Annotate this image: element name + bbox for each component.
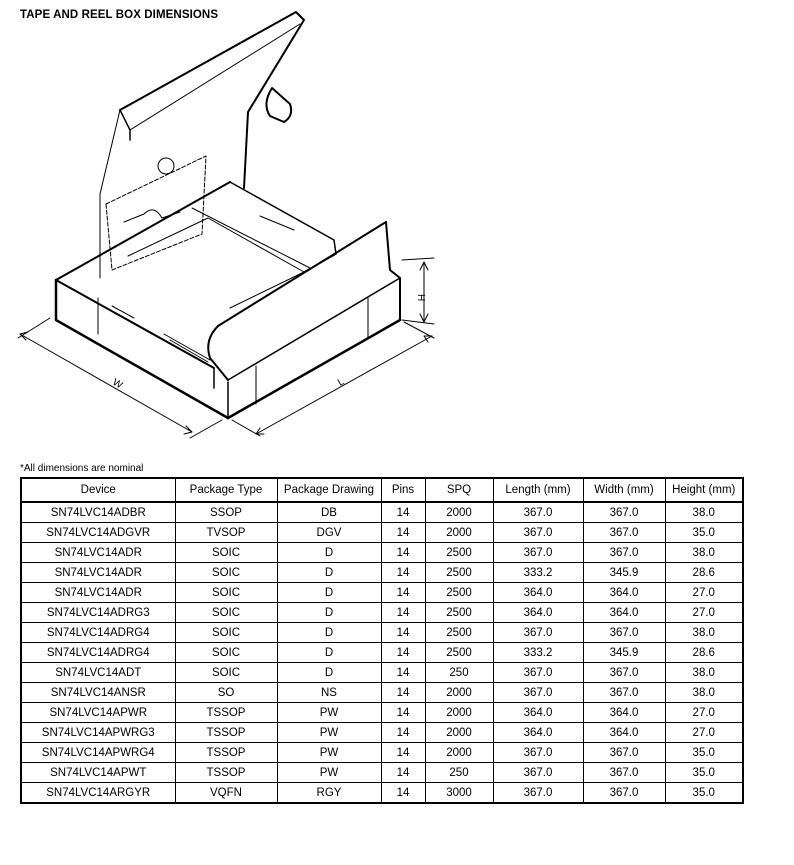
- cell-pins: 14: [381, 563, 425, 583]
- cell-height: 35.0: [665, 743, 743, 763]
- label-h: H: [415, 294, 426, 302]
- cell-package-drawing: D: [277, 563, 381, 583]
- cell-width: 367.0: [583, 502, 665, 523]
- cell-height: 27.0: [665, 703, 743, 723]
- table-row: [21, 603, 743, 623]
- table-body: [21, 502, 743, 803]
- cell-pins: 14: [381, 683, 425, 703]
- cell-length: 367.0: [493, 743, 583, 763]
- cell-length: 364.0: [493, 583, 583, 603]
- cell-pins: 14: [381, 763, 425, 783]
- table-row: [21, 663, 743, 683]
- column-header-pins: Pins: [381, 478, 425, 502]
- cell-height: 38.0: [665, 683, 743, 703]
- cell-pins: 14: [381, 603, 425, 623]
- column-header-width: Width (mm): [583, 478, 665, 502]
- cell-package-type: TSSOP: [175, 703, 277, 723]
- table-row: [21, 502, 743, 523]
- cell-pins: 14: [381, 723, 425, 743]
- cell-device: SN74LVC14ADR: [21, 583, 175, 603]
- cell-package-drawing: D: [277, 583, 381, 603]
- cell-package-drawing: DGV: [277, 523, 381, 543]
- cell-package-type: VQFN: [175, 783, 277, 804]
- cell-device: SN74LVC14ADR: [21, 563, 175, 583]
- cell-pins: 14: [381, 643, 425, 663]
- cell-package-type: SO: [175, 683, 277, 703]
- cell-package-drawing: D: [277, 603, 381, 623]
- cell-height: 35.0: [665, 523, 743, 543]
- cell-spq: 3000: [425, 783, 493, 804]
- cell-length: 367.0: [493, 523, 583, 543]
- cell-spq: 2500: [425, 563, 493, 583]
- cell-package-type: SOIC: [175, 603, 277, 623]
- cell-spq: 2000: [425, 743, 493, 763]
- cell-width: 367.0: [583, 623, 665, 643]
- cell-spq: 2500: [425, 623, 493, 643]
- cell-width: 367.0: [583, 763, 665, 783]
- cell-pins: 14: [381, 523, 425, 543]
- cell-width: 364.0: [583, 603, 665, 623]
- cell-height: 35.0: [665, 783, 743, 804]
- cell-width: 364.0: [583, 723, 665, 743]
- box-front-right: [228, 320, 400, 418]
- lid-window: [106, 156, 206, 270]
- cell-package-type: SOIC: [175, 543, 277, 563]
- cell-length: 333.2: [493, 643, 583, 663]
- table-header-row: [21, 478, 743, 502]
- cell-package-type: SOIC: [175, 663, 277, 683]
- cell-device: SN74LVC14APWR: [21, 703, 175, 723]
- cell-package-drawing: NS: [277, 683, 381, 703]
- cell-device: SN74LVC14ADRG3: [21, 603, 175, 623]
- cell-device: SN74LVC14ADRG4: [21, 643, 175, 663]
- cell-package-type: SOIC: [175, 623, 277, 643]
- cell-spq: 250: [425, 763, 493, 783]
- cell-package-drawing: D: [277, 543, 381, 563]
- cell-package-type: SOIC: [175, 643, 277, 663]
- column-header-spq: SPQ: [425, 478, 493, 502]
- cell-spq: 2500: [425, 643, 493, 663]
- cell-spq: 2000: [425, 523, 493, 543]
- column-header-device: Device: [21, 478, 175, 502]
- cell-width: 345.9: [583, 643, 665, 663]
- cell-length: 367.0: [493, 502, 583, 523]
- table-row: [21, 523, 743, 543]
- cell-device: SN74LVC14APWRG3: [21, 723, 175, 743]
- cell-spq: 2000: [425, 683, 493, 703]
- table-row: [21, 543, 743, 563]
- cell-pins: 14: [381, 743, 425, 763]
- table-row: [21, 703, 743, 723]
- cell-device: SN74LVC14ADT: [21, 663, 175, 683]
- cell-device: SN74LVC14APWRG4: [21, 743, 175, 763]
- column-header-package-type: Package Type: [175, 478, 277, 502]
- cell-package-type: TSSOP: [175, 723, 277, 743]
- cell-spq: 2500: [425, 543, 493, 563]
- cell-package-type: SSOP: [175, 502, 277, 523]
- cell-length: 367.0: [493, 783, 583, 804]
- cell-height: 38.0: [665, 663, 743, 683]
- table-row: [21, 743, 743, 763]
- cell-device: SN74LVC14ADRG4: [21, 623, 175, 643]
- cell-package-drawing: PW: [277, 743, 381, 763]
- cell-package-type: SOIC: [175, 563, 277, 583]
- cell-width: 367.0: [583, 543, 665, 563]
- cell-length: 367.0: [493, 763, 583, 783]
- page-title: TAPE AND REEL BOX DIMENSIONS: [20, 9, 219, 21]
- cell-package-type: TSSOP: [175, 763, 277, 783]
- cell-length: 364.0: [493, 723, 583, 743]
- table-row: [21, 563, 743, 583]
- cell-device: SN74LVC14APWT: [21, 763, 175, 783]
- cell-package-drawing: D: [277, 643, 381, 663]
- cell-device: SN74LVC14ADGVR: [21, 523, 175, 543]
- cell-width: 364.0: [583, 703, 665, 723]
- cell-package-type: TVSOP: [175, 523, 277, 543]
- cell-width: 367.0: [583, 683, 665, 703]
- cell-height: 27.0: [665, 603, 743, 623]
- cell-height: 38.0: [665, 543, 743, 563]
- label-l: L: [336, 376, 347, 389]
- box-front-left: [56, 280, 228, 418]
- cell-spq: 250: [425, 663, 493, 683]
- cell-height: 35.0: [665, 763, 743, 783]
- cell-pins: 14: [381, 583, 425, 603]
- cell-package-drawing: PW: [277, 763, 381, 783]
- dimensions-note: *All dimensions are nominal: [20, 463, 144, 474]
- cell-package-drawing: D: [277, 663, 381, 683]
- cell-length: 367.0: [493, 663, 583, 683]
- cell-package-drawing: PW: [277, 723, 381, 743]
- cell-length: 367.0: [493, 623, 583, 643]
- cell-package-drawing: DB: [277, 502, 381, 523]
- cell-width: 367.0: [583, 663, 665, 683]
- cell-height: 27.0: [665, 583, 743, 603]
- cell-device: SN74LVC14ADR: [21, 543, 175, 563]
- cell-spq: 2000: [425, 502, 493, 523]
- box-dimensions-drawing: [14, 8, 454, 448]
- cell-length: 367.0: [493, 683, 583, 703]
- cell-height: 27.0: [665, 723, 743, 743]
- column-header-length: Length (mm): [493, 478, 583, 502]
- cell-height: 28.6: [665, 643, 743, 663]
- cell-device: SN74LVC14ANSR: [21, 683, 175, 703]
- cell-width: 364.0: [583, 583, 665, 603]
- cell-width: 367.0: [583, 523, 665, 543]
- cell-height: 28.6: [665, 563, 743, 583]
- cell-pins: 14: [381, 543, 425, 563]
- cell-length: 364.0: [493, 603, 583, 623]
- table-row: [21, 783, 743, 804]
- table-row: [21, 683, 743, 703]
- cell-spq: 2000: [425, 703, 493, 723]
- cell-length: 367.0: [493, 543, 583, 563]
- cell-spq: 2500: [425, 583, 493, 603]
- cell-pins: 14: [381, 703, 425, 723]
- lid-tab: [266, 88, 291, 122]
- table-row: [21, 723, 743, 743]
- cell-length: 333.2: [493, 563, 583, 583]
- cell-spq: 2000: [425, 723, 493, 743]
- table-row: [21, 763, 743, 783]
- cell-device: SN74LVC14ADBR: [21, 502, 175, 523]
- cell-length: 364.0: [493, 703, 583, 723]
- cell-device: SN74LVC14ARGYR: [21, 783, 175, 804]
- label-w: W: [110, 377, 125, 392]
- cell-package-drawing: PW: [277, 703, 381, 723]
- column-header-height: Height (mm): [665, 478, 743, 502]
- cell-package-type: TSSOP: [175, 743, 277, 763]
- cell-pins: 14: [381, 623, 425, 643]
- table-row: [21, 643, 743, 663]
- cell-height: 38.0: [665, 623, 743, 643]
- cell-width: 367.0: [583, 783, 665, 804]
- table-row: [21, 623, 743, 643]
- column-header-package-drawing: Package Drawing: [277, 478, 381, 502]
- table-row: [21, 583, 743, 603]
- cell-width: 345.9: [583, 563, 665, 583]
- cell-package-drawing: RGY: [277, 783, 381, 804]
- box-top-left-edge: [56, 182, 230, 280]
- cell-pins: 14: [381, 502, 425, 523]
- cell-package-drawing: D: [277, 623, 381, 643]
- cell-package-type: SOIC: [175, 583, 277, 603]
- cell-width: 367.0: [583, 743, 665, 763]
- tape-reel-box-table: [20, 477, 744, 804]
- cell-pins: 14: [381, 663, 425, 683]
- cell-height: 38.0: [665, 502, 743, 523]
- cell-spq: 2500: [425, 603, 493, 623]
- cell-pins: 14: [381, 783, 425, 804]
